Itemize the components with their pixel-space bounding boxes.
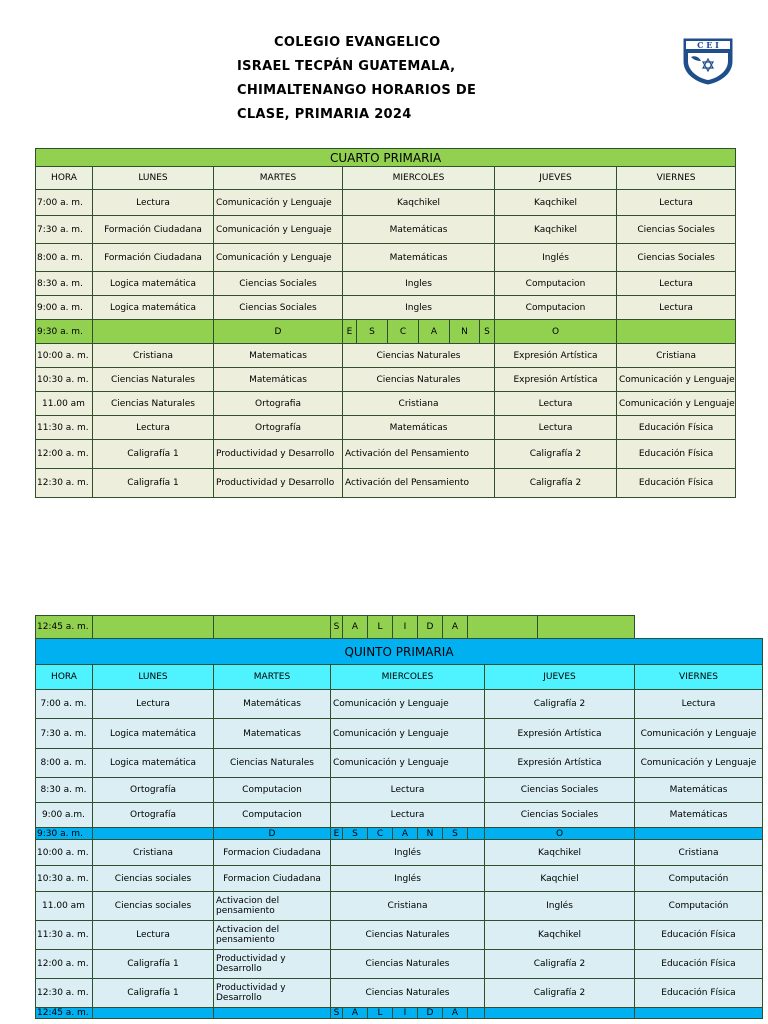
- time-cell: 12:00 a. m.: [36, 950, 93, 979]
- time-cell: 9:30 a. m.: [36, 828, 93, 840]
- class-cell: Ciencias Sociales: [617, 216, 736, 244]
- time-cell: 8:30 a. m.: [36, 272, 93, 296]
- class-cell: Lectura: [331, 778, 485, 803]
- class-cell: Activacion del pensamiento: [214, 892, 331, 921]
- cuarto-primaria-table: [35, 148, 736, 498]
- class-cell: Computacion: [214, 803, 331, 828]
- class-cell: Ortografía: [93, 803, 214, 828]
- time-cell: 12:45 a. m.: [36, 616, 93, 639]
- class-cell: Ciencias Sociales: [214, 272, 343, 296]
- salida-letter: D: [418, 1008, 443, 1019]
- class-cell: Educación Física: [617, 440, 736, 469]
- table-row: [36, 892, 763, 921]
- class-cell: Comunicación y Lenguaje: [214, 244, 343, 272]
- class-cell: Comunicación y Lenguaje: [214, 190, 343, 216]
- class-cell: Ciencias Sociales: [485, 778, 635, 803]
- class-cell: Comunicación y Lenguaje: [635, 749, 763, 778]
- table-row: [36, 921, 763, 950]
- class-cell: Logica matemática: [93, 296, 214, 320]
- salida-letter: A: [343, 616, 368, 639]
- time-cell: 9:00 a.m.: [36, 803, 93, 828]
- break-letter: A: [393, 828, 418, 840]
- class-cell: Matemáticas: [343, 416, 495, 440]
- class-cell: Lectura: [93, 190, 214, 216]
- class-cell: Inglés: [495, 244, 617, 272]
- class-cell: Caligrafía 1: [93, 440, 214, 469]
- class-cell: Cristiana: [93, 840, 214, 866]
- table-row: [36, 749, 763, 778]
- class-cell: Logica matemática: [93, 719, 214, 749]
- time-cell: 12:00 a. m.: [36, 440, 93, 469]
- table-row: [36, 719, 763, 749]
- salida-letter: A: [343, 1008, 368, 1019]
- class-cell: Inglés: [331, 866, 485, 892]
- class-cell: Matemáticas: [343, 244, 495, 272]
- class-cell: Caligrafía 2: [495, 469, 617, 498]
- table-row: [36, 778, 763, 803]
- class-cell: Ciencias Naturales: [343, 368, 495, 392]
- break-letter: E: [343, 320, 357, 344]
- class-cell: Ciencias Sociales: [485, 803, 635, 828]
- time-cell: 12:30 a. m.: [36, 979, 93, 1008]
- salida-letter: A: [443, 1008, 468, 1019]
- class-cell: Productividad y Desarrollo: [214, 469, 343, 498]
- class-cell: Lectura: [495, 392, 617, 416]
- class-cell: Educación Física: [635, 950, 763, 979]
- class-cell: Cristiana: [635, 840, 763, 866]
- salida-letter: D: [418, 616, 443, 639]
- class-cell: Cristiana: [331, 892, 485, 921]
- class-cell: Productividad y Desarrollo: [214, 950, 331, 979]
- class-cell: Kaqchiel: [485, 866, 635, 892]
- class-cell: Ciencias Naturales: [331, 950, 485, 979]
- school-name-line-4: CLASE, PRIMARIA 2024: [237, 107, 412, 122]
- class-cell: Expresión Artística: [485, 719, 635, 749]
- break-letter: N: [450, 320, 480, 344]
- time-cell: 10:30 a. m.: [36, 866, 93, 892]
- break-letter: N: [418, 828, 443, 840]
- class-cell: Formación Ciudadana: [93, 216, 214, 244]
- header-hora: HORA: [36, 665, 93, 690]
- class-cell: Matemáticas: [214, 368, 343, 392]
- class-cell: Logica matemática: [93, 749, 214, 778]
- time-cell: 10:00 a. m.: [36, 840, 93, 866]
- class-cell: Kaqchikel: [485, 921, 635, 950]
- time-cell: 7:30 a. m.: [36, 216, 93, 244]
- class-cell: Matemáticas: [635, 778, 763, 803]
- header-hora: HORA: [36, 167, 93, 190]
- salida-letter: A: [443, 616, 468, 639]
- class-cell: Ciencias Sociales: [617, 244, 736, 272]
- break-letter: S: [357, 320, 388, 344]
- table-row: [36, 216, 736, 244]
- class-cell: Ortografía: [93, 778, 214, 803]
- class-cell: Lectura: [635, 690, 763, 719]
- time-cell: 7:00 a. m.: [36, 690, 93, 719]
- class-cell: Logica matemática: [93, 272, 214, 296]
- time-cell: 7:00 a. m.: [36, 190, 93, 216]
- quinto-title: QUINTO PRIMARIA: [36, 639, 763, 665]
- class-cell: Inglés: [485, 892, 635, 921]
- header-jueves: JUEVES: [485, 665, 635, 690]
- class-cell: Caligrafía 1: [93, 950, 214, 979]
- class-cell: Computación: [635, 892, 763, 921]
- table-row: [36, 344, 736, 368]
- class-cell: Expresión Artística: [485, 749, 635, 778]
- class-cell: Ingles: [343, 272, 495, 296]
- class-cell: Formacion Ciudadana: [214, 866, 331, 892]
- descanso-row: [36, 828, 763, 840]
- class-cell: Educación Física: [617, 469, 736, 498]
- header-miercoles: MIERCOLES: [331, 665, 485, 690]
- class-cell: Lectura: [93, 416, 214, 440]
- table-row: [36, 368, 736, 392]
- class-cell: Inglés: [331, 840, 485, 866]
- class-cell: Comunicación y Lenguaje: [331, 690, 485, 719]
- class-cell: Matemáticas: [343, 216, 495, 244]
- table-row: [36, 803, 763, 828]
- break-letter: O: [495, 320, 617, 344]
- break-letter: S: [480, 320, 495, 344]
- class-cell: Caligrafía 1: [93, 979, 214, 1008]
- class-cell: Kaqchikel: [343, 190, 495, 216]
- cuarto-title: CUARTO PRIMARIA: [36, 149, 736, 167]
- class-cell: Lectura: [495, 416, 617, 440]
- table-row: [36, 950, 763, 979]
- table-row: [36, 690, 763, 719]
- header-lunes: LUNES: [93, 167, 214, 190]
- class-cell: Ingles: [343, 296, 495, 320]
- class-cell: Comunicación y Lenguaje: [617, 368, 736, 392]
- class-cell: Kaqchikel: [495, 190, 617, 216]
- class-cell: Cristiana: [343, 392, 495, 416]
- quinto-primaria-table: [35, 615, 763, 1019]
- class-cell: Ciencias Naturales: [343, 344, 495, 368]
- table-row: [36, 840, 763, 866]
- salida-letter: I: [393, 1008, 418, 1019]
- salida-letter: L: [368, 616, 393, 639]
- class-cell: Educación Física: [635, 921, 763, 950]
- class-cell: Lectura: [617, 296, 736, 320]
- class-cell: Ciencias Sociales: [214, 296, 343, 320]
- time-cell: 8:00 a. m.: [36, 749, 93, 778]
- time-cell: 11:30 a. m.: [36, 416, 93, 440]
- salida-letter: I: [393, 616, 418, 639]
- break-letter: D: [214, 828, 331, 840]
- class-cell: Ciencias sociales: [93, 892, 214, 921]
- class-cell: Activación del Pensamiento: [343, 440, 495, 469]
- header-martes: MARTES: [214, 167, 343, 190]
- break-letter: A: [419, 320, 450, 344]
- table-row: [36, 469, 736, 498]
- time-cell: 8:00 a. m.: [36, 244, 93, 272]
- salida-row: [36, 616, 763, 639]
- salida-letter: L: [368, 1008, 393, 1019]
- class-cell: Lectura: [93, 690, 214, 719]
- class-cell: Matemáticas: [214, 690, 331, 719]
- svg-text:C E I: C E I: [697, 40, 719, 50]
- time-cell: 9:00 a. m.: [36, 296, 93, 320]
- class-cell: Comunicación y Lenguaje: [617, 392, 736, 416]
- salida-letter: S: [331, 1008, 343, 1019]
- class-cell: Lectura: [93, 921, 214, 950]
- class-cell: Computacion: [495, 272, 617, 296]
- time-cell: 8:30 a. m.: [36, 778, 93, 803]
- break-letter: S: [443, 828, 468, 840]
- table-row: [36, 866, 763, 892]
- class-cell: Productividad y Desarrollo: [214, 979, 331, 1008]
- school-name-line-3: CHIMALTENANGO HORARIOS DE: [237, 83, 477, 98]
- class-cell: Caligrafía 2: [495, 440, 617, 469]
- class-cell: Activación del Pensamiento: [343, 469, 495, 498]
- time-cell: 12:45 a. m.: [36, 1008, 93, 1019]
- class-cell: Kaqchikel: [485, 840, 635, 866]
- class-cell: Lectura: [617, 272, 736, 296]
- class-cell: Ciencias sociales: [93, 866, 214, 892]
- table-row: [36, 244, 736, 272]
- header-jueves: JUEVES: [495, 167, 617, 190]
- table-row: [36, 440, 736, 469]
- school-crest-logo: [682, 37, 734, 85]
- table-row: [36, 190, 736, 216]
- class-cell: Expresión Artística: [495, 368, 617, 392]
- break-letter: D: [214, 320, 343, 344]
- header-martes: MARTES: [214, 665, 331, 690]
- class-cell: Educación Física: [635, 979, 763, 1008]
- salida-row: [36, 1008, 763, 1019]
- class-cell: Comunicación y Lenguaje: [331, 719, 485, 749]
- class-cell: Ciencias Naturales: [331, 979, 485, 1008]
- class-cell: Comunicación y Lenguaje: [635, 719, 763, 749]
- table-row: [36, 979, 763, 1008]
- school-name-line-1: COLEGIO EVANGELICO: [274, 35, 441, 50]
- school-name-line-2: ISRAEL TECPÁN GUATEMALA,: [237, 59, 456, 74]
- class-cell: Expresión Artística: [495, 344, 617, 368]
- class-cell: Matematicas: [214, 344, 343, 368]
- time-cell: 11:30 a. m.: [36, 921, 93, 950]
- class-cell: Formación Ciudadana: [93, 244, 214, 272]
- time-cell: 9:30 a. m.: [36, 320, 93, 344]
- class-cell: Caligrafía 2: [485, 979, 635, 1008]
- break-letter: C: [388, 320, 419, 344]
- break-letter: S: [343, 828, 368, 840]
- header-lunes: LUNES: [93, 665, 214, 690]
- class-cell: Ortografía: [214, 416, 343, 440]
- time-cell: 10:30 a. m.: [36, 368, 93, 392]
- class-cell: Caligrafía 2: [485, 690, 635, 719]
- class-cell: Formacion Ciudadana: [214, 840, 331, 866]
- time-cell: 12:30 a. m.: [36, 469, 93, 498]
- class-cell: Lectura: [617, 190, 736, 216]
- class-cell: Caligrafía 2: [485, 950, 635, 979]
- table-row: [36, 392, 736, 416]
- class-cell: Ciencias Naturales: [214, 749, 331, 778]
- class-cell: Lectura: [331, 803, 485, 828]
- break-letter: O: [485, 828, 635, 840]
- class-cell: Caligrafía 1: [93, 469, 214, 498]
- class-cell: Computacion: [495, 296, 617, 320]
- class-cell: Cristiana: [617, 344, 736, 368]
- header-viernes: VIERNES: [635, 665, 763, 690]
- time-cell: 7:30 a. m.: [36, 719, 93, 749]
- class-cell: Matemáticas: [635, 803, 763, 828]
- time-cell: 10:00 a. m.: [36, 344, 93, 368]
- class-cell: Ciencias Naturales: [93, 368, 214, 392]
- break-letter: E: [331, 828, 343, 840]
- break-letter: C: [368, 828, 393, 840]
- class-cell: Comunicación y Lenguaje: [331, 749, 485, 778]
- time-cell: 11.00 am: [36, 892, 93, 921]
- class-cell: Computacion: [214, 778, 331, 803]
- class-cell: Educación Física: [617, 416, 736, 440]
- class-cell: Kaqchikel: [495, 216, 617, 244]
- class-cell: Ciencias Naturales: [331, 921, 485, 950]
- class-cell: Activacion del pensamiento: [214, 921, 331, 950]
- class-cell: Matematicas: [214, 719, 331, 749]
- class-cell: Cristiana: [93, 344, 214, 368]
- class-cell: Comunicación y Lenguaje: [214, 216, 343, 244]
- header-miercoles: MIERCOLES: [343, 167, 495, 190]
- class-cell: Computación: [635, 866, 763, 892]
- class-cell: Ciencias Naturales: [93, 392, 214, 416]
- table-row: [36, 272, 736, 296]
- class-cell: Productividad y Desarrollo: [214, 440, 343, 469]
- class-cell: Ortografia: [214, 392, 343, 416]
- descanso-row: [36, 320, 736, 344]
- time-cell: 11.00 am: [36, 392, 93, 416]
- salida-letter: S: [331, 616, 343, 639]
- table-row: [36, 296, 736, 320]
- table-row: [36, 416, 736, 440]
- header-viernes: VIERNES: [617, 167, 736, 190]
